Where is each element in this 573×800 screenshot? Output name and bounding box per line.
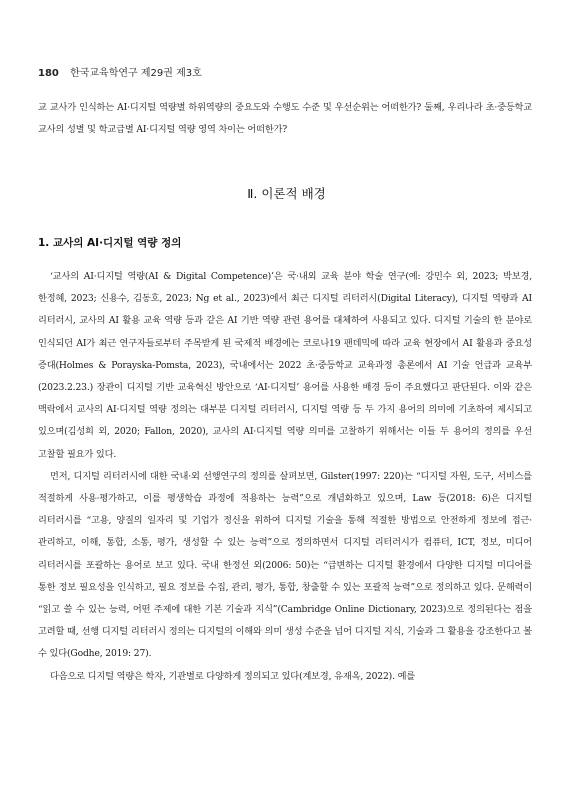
chapter-title: Ⅱ. 이론적 배경: [247, 186, 326, 201]
intro-paragraph: 교 교사가 인식하는 AI·디지털 역량별 하위역량의 중요도와 수행도 수준 및 우선순위는 어떠한가? 둘째, 우리나라 초·중등학교 교사의 성별 및 학교급별 AI·디지털 역량 영역 차이는 어떠한가?: [38, 102, 532, 136]
section-title: 1. 교사의 AI·디지털 역량 정의: [38, 237, 182, 249]
body-paragraph-1: ‘교사의 AI·디지털 역량(AI & Digital Competence)’은 국·내외 교육 분야 학술 연구(예: 강민수 외, 2023; 박보경, 한정혜, 2023; 신용수, 김동호, 2023; Ng et al., 2023)에서 최근 디지털 리터러시(Digital Literacy), 디지털 역량과 AI 리터러시, 교사의 AI 활용 교육 역량 등과 같은 AI 기반 역량 관련 용어를 대체하여 사용되고 있다. 디지털 기술의 한 분야로 인식되던 AI가 최근 연구자들로부터 주목받게 된 국제적 배경에는 코로나19 팬데믹에 따라 교육 현장에서 AI 활용과 중요성 증대(Holmes & Porayska-Pomsta, 2023), 국내에서는 2022 초·중등학교 교육과정 총론에서 AI 기술 언급과 교육부(2023.2.23.) 장관이 디지털 기반 교육혁신 방안으로 ‘AI·디지털’ 용어를 사용한 배경 등이 주요했다고 판단된다. 이와 같은 맥락에서 교사의 AI·디지털 역량 정의는 대부분 디지털 리터러시, 디지털 역량 등 두 가지 용어의 의미에 기초하여 제시되고 있으며(김성희 외, 2020; Fallon, 2020), 교사의 AI·디지털 역량 의미를 고찰하기 위해서는 이들 두 용어의 정의를 우선 고찰할 필요가 있다.: [38, 271, 532, 460]
body-paragraph-3: 다음으로 디지털 역량은 학자, 기관별로 다양하게 정의되고 있다(계보경, 유재옥, 2022). 예를: [50, 670, 416, 682]
journal-name: 한국교육학연구 제29권 제3호: [70, 68, 202, 79]
body-paragraph-2: 먼저, 디지털 리터러시에 대한 국내·외 선행연구의 정의를 살펴보면, Gilster(1997: 220)는 “디지털 자원, 도구, 서비스를 적절하게 사용·평가하고, 이를 평생학습 과정에 적용하는 능력”으로 개념화하고 있으며, Law 등(2018: 6)은 디지털 리터러시를 “고용, 양질의 일자리 및 기업가 정신을 위하여 디지털 기술을 통해 적절한 방법으로 안전하게 정보에 접근·관리하고, 이해, 통합, 소통, 평가, 생성할 수 있는 능력”으로 정의하면서 디지털 리터러시가 컴퓨터, ICT, 정보, 미디어 리터러시를 포괄하는 용어로 보고 있다. 국내 한정선 외(2006: 50)는 “급변하는 디지털 환경에서 다양한 디지털 미디어를 통한 정보 필요성을 인식하고, 필요 정보를 수집, 관리, 평가, 통합, 창출할 수 있는 포괄적 능력”으로 정의하고 있다. 문해력이 “읽고 쓸 수 있는 능력, 어떤 주제에 대한 기본 기술과 지식”(Cambridge Online Dictionary, 2023)으로 정의된다는 점을 고려할 때, 선행 디지털 리터러시 정의는 디지털의 이해와 의미 생성 수준을 넘어 디지털 지식, 기술과 그 활용을 강조한다고 볼 수 있다(Godhe, 2019: 27).: [38, 470, 532, 660]
body-text: [38, 266, 532, 688]
intro-text: [38, 97, 532, 141]
running-header: [38, 64, 202, 79]
page-number: 180: [38, 68, 59, 79]
